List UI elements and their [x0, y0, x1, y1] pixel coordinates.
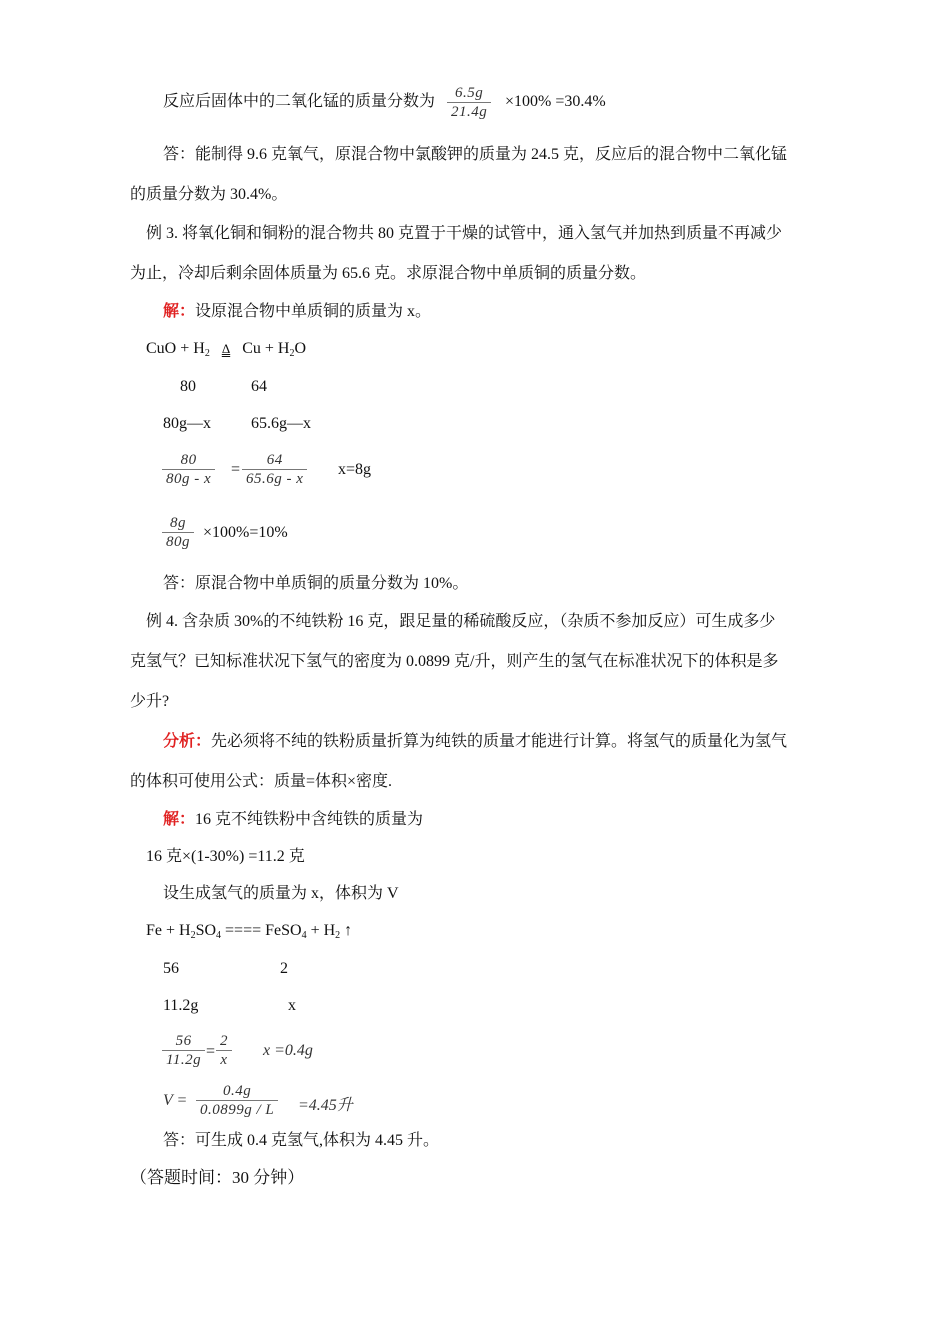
analysis-label: 分析：: [163, 733, 212, 750]
example-3-line-a: 例 3. 将氧化铜和铜粉的混合物共 80 克置于干燥的试管中，通入氢气并加热到质量不再减少: [146, 225, 783, 242]
example-4-mass-b: 2: [280, 960, 288, 977]
example-3-var-a: 80g—x: [163, 415, 211, 432]
proportion-fraction-2: 64 65.6g - x: [242, 451, 307, 488]
mno2-fraction-line: 反应后固体中的二氧化锰的质量分数为: [163, 93, 436, 110]
gas-arrow-icon: ↑: [340, 922, 353, 939]
proportion-equals: =: [231, 461, 241, 478]
example-4-assume: 设生成氢气的质量为 x，体积为 V: [163, 885, 399, 902]
example-3-var-b: 65.6g—x: [251, 415, 311, 432]
volume-result: =4.45升: [298, 1097, 353, 1114]
solution-label: 解：: [163, 811, 196, 828]
example-4-var-a: 11.2g: [163, 997, 199, 1014]
time-note: （答题时间：30 分钟）: [130, 1168, 305, 1187]
example-4-fraction-1: 56 11.2g: [162, 1032, 205, 1069]
example-3-mass-b: 64: [251, 378, 267, 395]
solution-label: 解：: [163, 303, 196, 320]
example-3-solution: [163, 302, 431, 322]
solution-text: 设原混合物中单质铜的质量为 x。: [195, 303, 432, 320]
example-4-line-a: 例 4. 含杂质 30%的不纯铁粉 16 克，跟足量的稀硫酸反应，（杂质不参加反应）可生成多少: [146, 613, 776, 630]
volume-lhs: V =: [163, 1092, 188, 1109]
proportion-fraction-1: 80 80g - x: [162, 451, 215, 488]
example-4-mass-a: 56: [163, 960, 179, 977]
example-4-line-b: 克氢气？已知标准状况下氢气的密度为 0.0899 克/升，则产生的氢气在标准状况下的体积是多: [130, 653, 779, 670]
example-4-calc: 16 克×(1-30%) =11.2 克: [146, 848, 305, 865]
example-4-equals: =: [206, 1043, 216, 1060]
example-3-line-b: 为止，冷却后剩余固体质量为 65.6 克。求原混合物中单质铜的质量分数。: [130, 265, 647, 282]
example-3-answer: 答：原混合物中单质铜的质量分数为 10%。: [163, 575, 469, 592]
fraction-denominator: 21.4g: [451, 104, 488, 120]
fraction-numerator: 6.5g: [455, 85, 484, 101]
proportion-result: x=8g: [338, 461, 372, 478]
percentage-fraction: 8g 80g: [162, 514, 194, 551]
example-4-equation: $Fe + H_2SO_4$ ==== FeSO$_4$ + $H_2$ ↑: [146, 922, 353, 941]
example-4-fraction-2: 2 x: [216, 1032, 232, 1069]
mno2-fraction: [447, 84, 491, 121]
mno2-fraction-result: ×100% =30.4%: [505, 93, 606, 110]
example-4-solution: 解：16 克不纯铁粉中含纯铁的质量为: [163, 811, 424, 828]
heat-symbol: Δ: [221, 341, 231, 356]
example-4-answer: 答：可生成 0.4 克氢气,体积为 4.45 升。: [163, 1132, 440, 1149]
example-4-analysis-a: 分析：先必须将不纯的铁粉质量折算为纯铁的质量才能进行计算。将氢气的质量化为氢气: [163, 733, 788, 750]
volume-fraction: 0.4g 0.0899g / L: [196, 1082, 278, 1119]
example-4-var-b: x: [288, 997, 296, 1014]
example-3-equation: CuO + $H_2$ Δ $Cu + H_2O$: [146, 340, 306, 359]
percentage-result: ×100%=10%: [203, 524, 288, 541]
example-4-x-result: x =0.4g: [263, 1042, 313, 1059]
answer-1-line-b: 的质量分数为 30.4%。: [130, 186, 288, 203]
example-4-analysis-b: 的体积可使用公式：质量=体积×密度.: [130, 773, 393, 790]
example-3-mass-a: 80: [180, 378, 196, 395]
example-4-line-c: 少升?: [130, 693, 170, 710]
answer-1-line-a: 答：能制得 9.6 克氧气，原混合物中氯酸钾的质量为 24.5 克，反应后的混合物中二氧化锰: [163, 146, 788, 163]
